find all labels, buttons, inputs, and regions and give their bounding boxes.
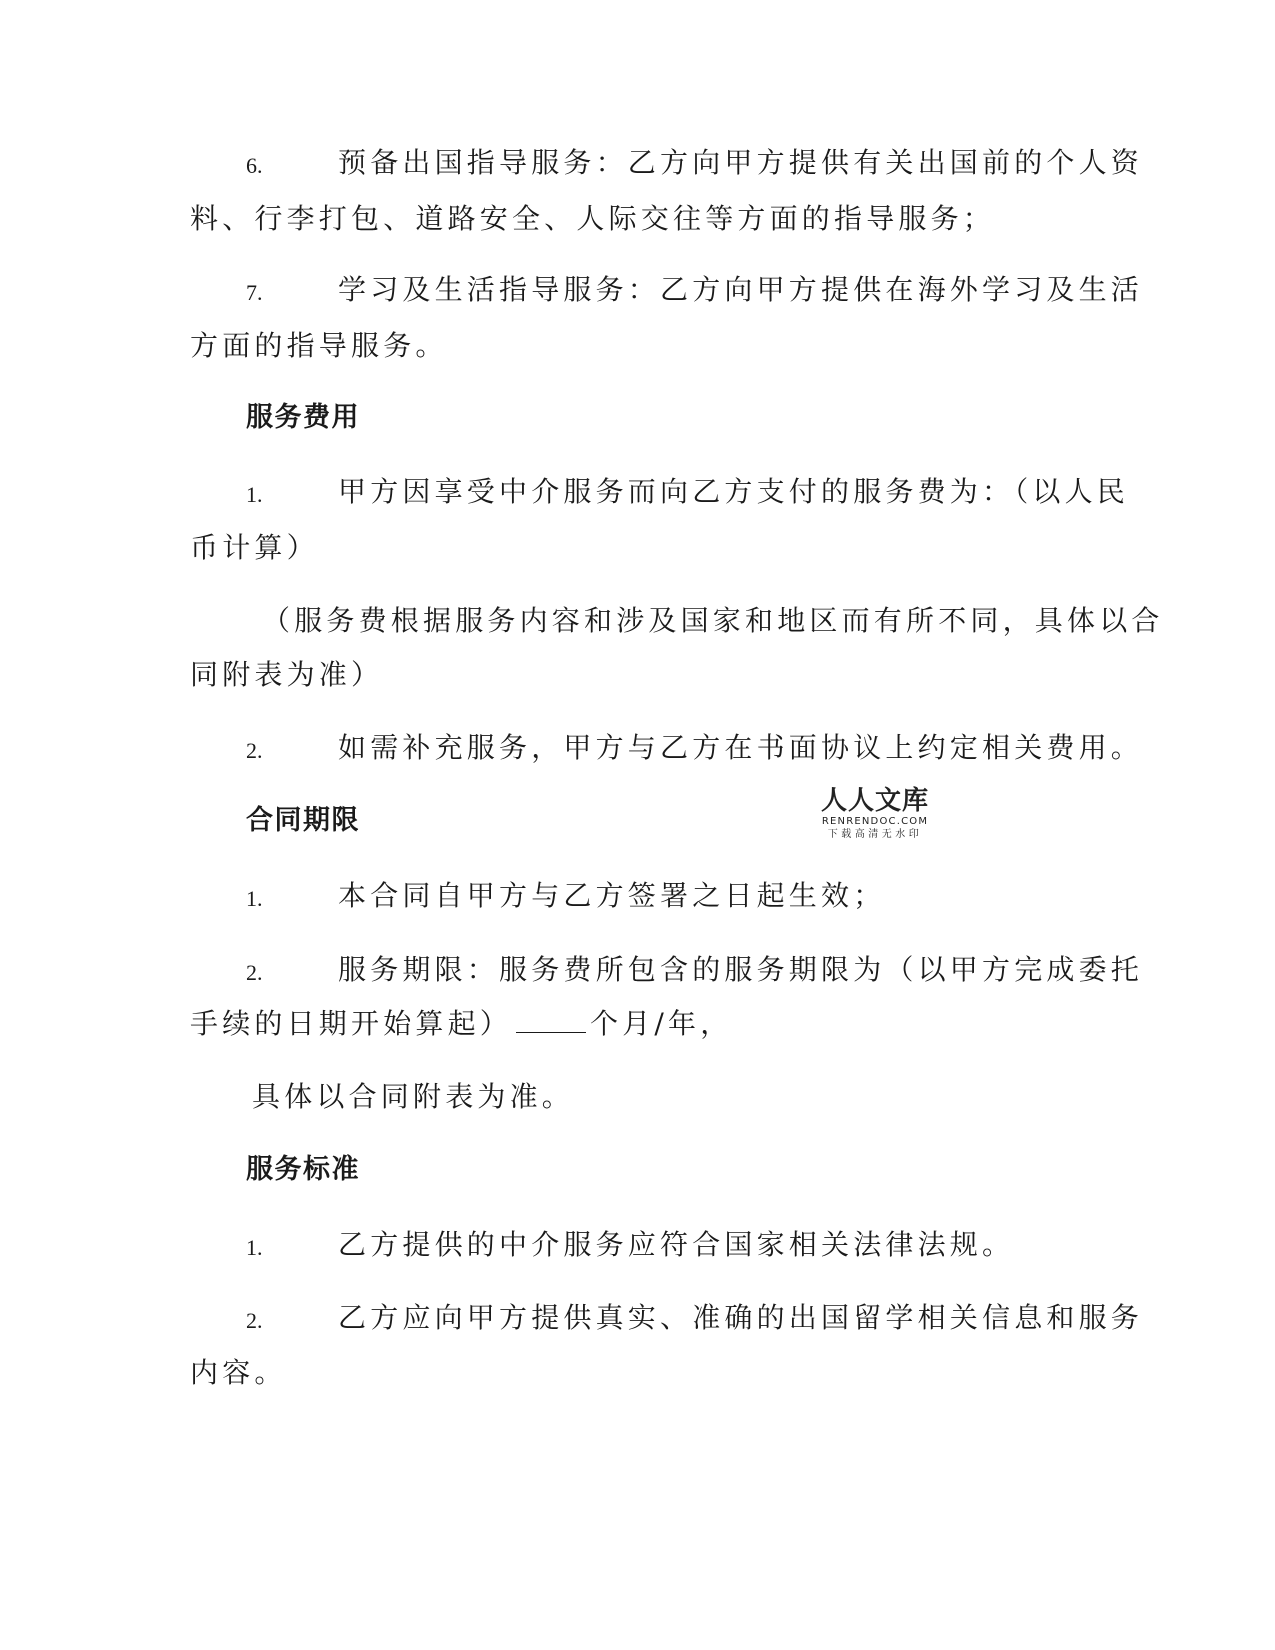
paragraph-line: 甲方因享受中介服务而向乙方支付的服务费为：（以人民: [338, 475, 1130, 508]
section-heading: 服务费用: [246, 402, 360, 433]
watermark-title: 人人文库: [820, 786, 929, 816]
paragraph-text: 个月/年，: [590, 1007, 733, 1040]
paragraph-line: 乙方应向甲方提供真实、准确的出国留学相关信息和服务: [338, 1301, 1144, 1334]
paragraph-line: 币计算）: [190, 531, 319, 564]
paragraph-line: [190, 1006, 732, 1042]
item-number: 2.: [246, 738, 263, 763]
watermark-logo: [812, 787, 938, 841]
paragraph-line: 如需补充服务，甲方与乙方在书面协议上约定相关费用。: [338, 731, 1144, 764]
paragraph-line: 学习及生活指导服务：乙方向甲方提供在海外学习及生活: [338, 273, 1144, 306]
item-number: 1.: [246, 886, 263, 911]
item-number: 1.: [246, 1235, 263, 1260]
paragraph-line: 料、行李打包、道路安全、人际交往等方面的指导服务；: [190, 202, 996, 235]
paragraph-line: 服务期限：服务费所包含的服务期限为（以甲方完成委托: [338, 953, 1144, 986]
item-number: 1.: [246, 482, 263, 507]
section-heading: 服务标准: [246, 1154, 360, 1185]
section-heading: 合同期限: [246, 805, 360, 836]
watermark-subtitle: 下载高清无水印: [827, 829, 923, 840]
item-number: 7.: [246, 280, 263, 305]
paragraph-line: 本合同自甲方与乙方签署之日起生效；: [338, 879, 886, 912]
item-number: 6.: [246, 153, 263, 178]
paragraph-line: 乙方提供的中介服务应符合国家相关法律法规。: [338, 1228, 1015, 1261]
paragraph-line: 具体以合同附表为准。: [252, 1080, 575, 1113]
paragraph-line: 预备出国指导服务：乙方向甲方提供有关出国前的个人资: [338, 146, 1144, 179]
watermark-domain: RENRENDOC.COM: [821, 816, 929, 827]
paragraph-line: 内容。: [190, 1356, 287, 1389]
item-number: 2.: [246, 1308, 263, 1333]
paragraph-line: 方面的指导服务。: [190, 329, 448, 362]
paragraph-line: （服务费根据服务内容和涉及国家和地区而有所不同，具体以合: [262, 604, 1164, 637]
item-number: 2.: [246, 960, 263, 985]
paragraph-text: 手续的日期开始算起）: [190, 1007, 513, 1040]
paragraph-line: 同附表为准）: [190, 658, 384, 691]
fill-in-blank: [516, 1006, 586, 1033]
